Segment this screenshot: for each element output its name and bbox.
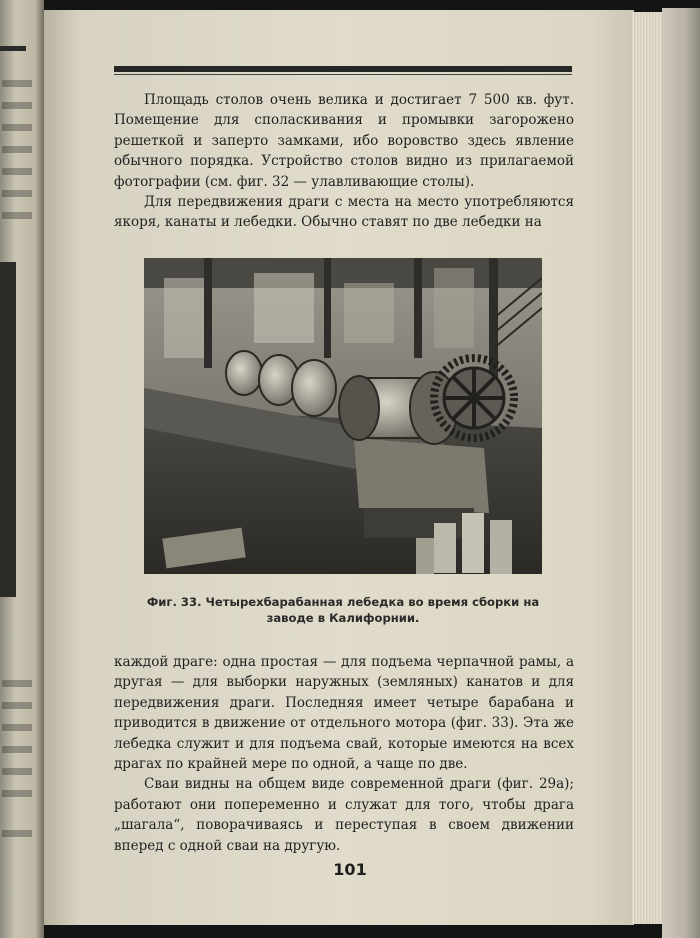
previous-page-text-line [2, 724, 32, 731]
previous-page-text-line [2, 190, 32, 197]
previous-page-text-line [2, 168, 32, 175]
page-number: 101 [333, 860, 367, 879]
previous-page-photo [0, 262, 16, 597]
previous-page-text-line [2, 746, 32, 753]
previous-page-text-line [2, 680, 32, 687]
previous-page-text-line [2, 702, 32, 709]
previous-page-rule [0, 46, 26, 51]
previous-page-text-line [2, 212, 32, 219]
previous-page-text-line [2, 80, 32, 87]
figure-caption: Фиг. 33. Четырехбарабанная лебедка во время сборки на заводе в Калифорнии. [146, 595, 540, 625]
page-edges [632, 12, 662, 924]
header-rule [114, 66, 572, 72]
figure-33-photo [144, 258, 542, 574]
previous-page-text-line [2, 102, 32, 109]
winch-photo-illustration [144, 258, 542, 574]
paragraph: Сваи видны на общем виде современной драги (фиг. 29а); работают они попеременно и служат для того, чтобы драга „шагала“, поворачиваясь и переступая в своем движении вперед с одной сваи на другую. [114, 776, 574, 854]
previous-page-edge [0, 0, 44, 938]
paragraph: каждой драге: одна простая — для подъема черпачной рамы, а другая — для выборки наружных (земляных) канатов и для передвижения драги. Последняя имеет четыре барабана и приводится в движение от отдельного мотора (фиг. 33). Эта же лебедка служит и для подъема свай, которые имеются на всех драгах по крайней мере по одной, а чаще по две. [114, 654, 574, 773]
previous-page-text-line [2, 124, 32, 131]
previous-page-text-line [2, 768, 32, 775]
previous-page-text-line [2, 830, 32, 837]
previous-page-text-line [2, 146, 32, 153]
paragraph: Для передвижения драги с места на место употребляются якоря, канаты и лебедки. Обычно ставят по две лебедки на [114, 194, 574, 231]
text-block-top [114, 90, 574, 233]
paragraph: Площадь столов очень велика и достигает 7 500 кв. фут. Помещение для споласкивания и промывки загорожено решеткой и заперто замками, ибо воровство здесь явление обычного порядка. Устройство столов видно из прилагаемой фотографии (см. фиг. 32 — улавливающие столы). [114, 92, 574, 190]
book-cover-edge [662, 8, 700, 938]
previous-page-text-line [2, 790, 32, 797]
text-block-bottom [114, 652, 574, 856]
